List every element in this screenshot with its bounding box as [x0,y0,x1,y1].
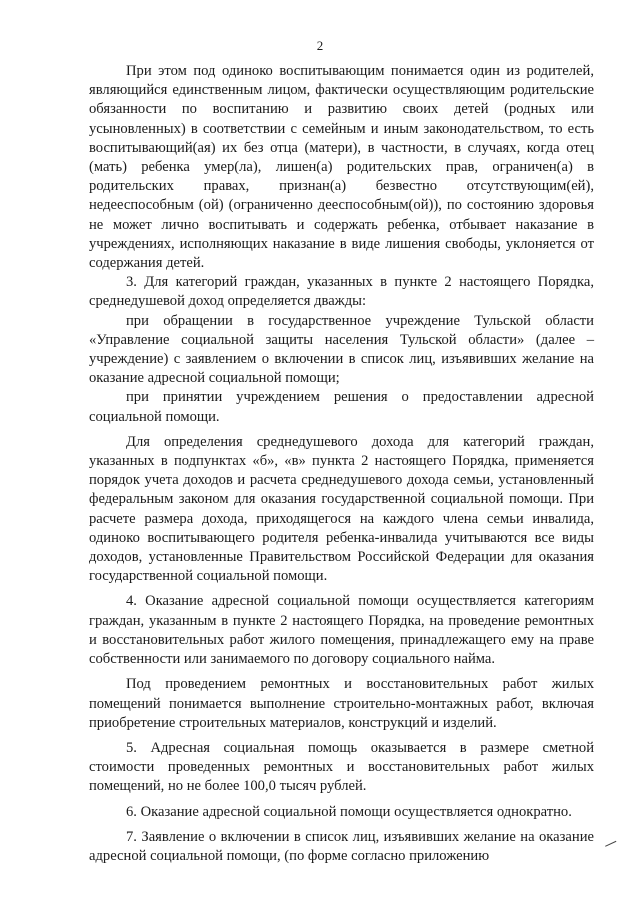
pen-mark [605,841,619,852]
paragraph-single-parent-definition: При этом под одиноко воспитывающим понимается один из родителей, являющийся единственным лицом, фактически осуществляющим родительские обязанности по воспитанию и развитию своих детей (родных или усыновленных) в соответствии с семейным и иным законодательством, то есть воспитывающий(ая) их без отца (матери), в частности, в случаях, когда отец (мать) ребенка умер(ла), лишен(а) родительских прав, ограничен(а) в родительских правах, признан(а) безвестно отсутствующим(ей), недееспособным (ой) (ограниченно дееспособным(ой)), по состоянию здоровья не может лично воспитывать и содержать ребенка, отбывает наказание в учреждениях, исполняющих наказание в виде лишения свободы, уклоняется от содержания детей. [89,63,594,272]
paragraph-item-5: 5. Адресная социальная помощь оказывается в размере сметной стоимости проведенных ремонтных и восстановительных работ жилых помещений, но не более 100,0 тысяч рублей. [89,739,594,795]
paragraph-item-3-application: при обращении в государственное учреждение Тульской области «Управление социальной защиты населения Тульской области» (далее – учреждение) с заявлением о включении в список лиц, изъявивших желание на оказание адресной социальной помощи; [89,312,594,387]
paragraph-repair-definition: Под проведением ремонтных и восстановительных работ жилых помещений понимается выполнение строительно-монтажных работ, включая приобретение строительных материалов, конструкций и изделий. [89,676,594,731]
paragraph-item-4: 4. Оказание адресной социальной помощи осуществляется категориям граждан, указанным в пункте 2 настоящего Порядка, на проведение ремонтных и восстановительных работ жилого помещения, принадлежащего ему на праве собственности или занимаемого по договору социального найма. [89,593,594,668]
paragraph-item-3-decision: при принятии учреждением решения о предоставлении адресной социальной помощи. [89,389,594,425]
document-body [89,62,594,866]
paragraph-income-calculation: Для определения среднедушевого дохода для категорий граждан, указанных в подпунктах «б», «в» пункта 2 настоящего Порядка, применяется порядок учета доходов и расчета среднедушевого дохода семьи, установленный федеральным законом для оказания государственной социальной помощи. При расчете размера дохода, приходящегося на каждого члена семьи инвалида, одиноко воспитывающего родителя ребенка-инвалида учитываются все виды доходов, установленные Правительством Российской Федерации для оказания государственной социальной помощи. [89,433,594,585]
paragraph-item-7: 7. Заявление о включении в список лиц, изъявивших желание на оказание адресной социальной помощи, (по форме согласно приложению [89,828,594,864]
paragraph-item-3: 3. Для категорий граждан, указанных в пункте 2 настоящего Порядка, среднедушевой доход определяется дважды: [89,274,594,310]
page-number: 2 [316,38,324,53]
paragraph-item-6: 6. Оказание адресной социальной помощи осуществляется однократно. [126,803,572,820]
